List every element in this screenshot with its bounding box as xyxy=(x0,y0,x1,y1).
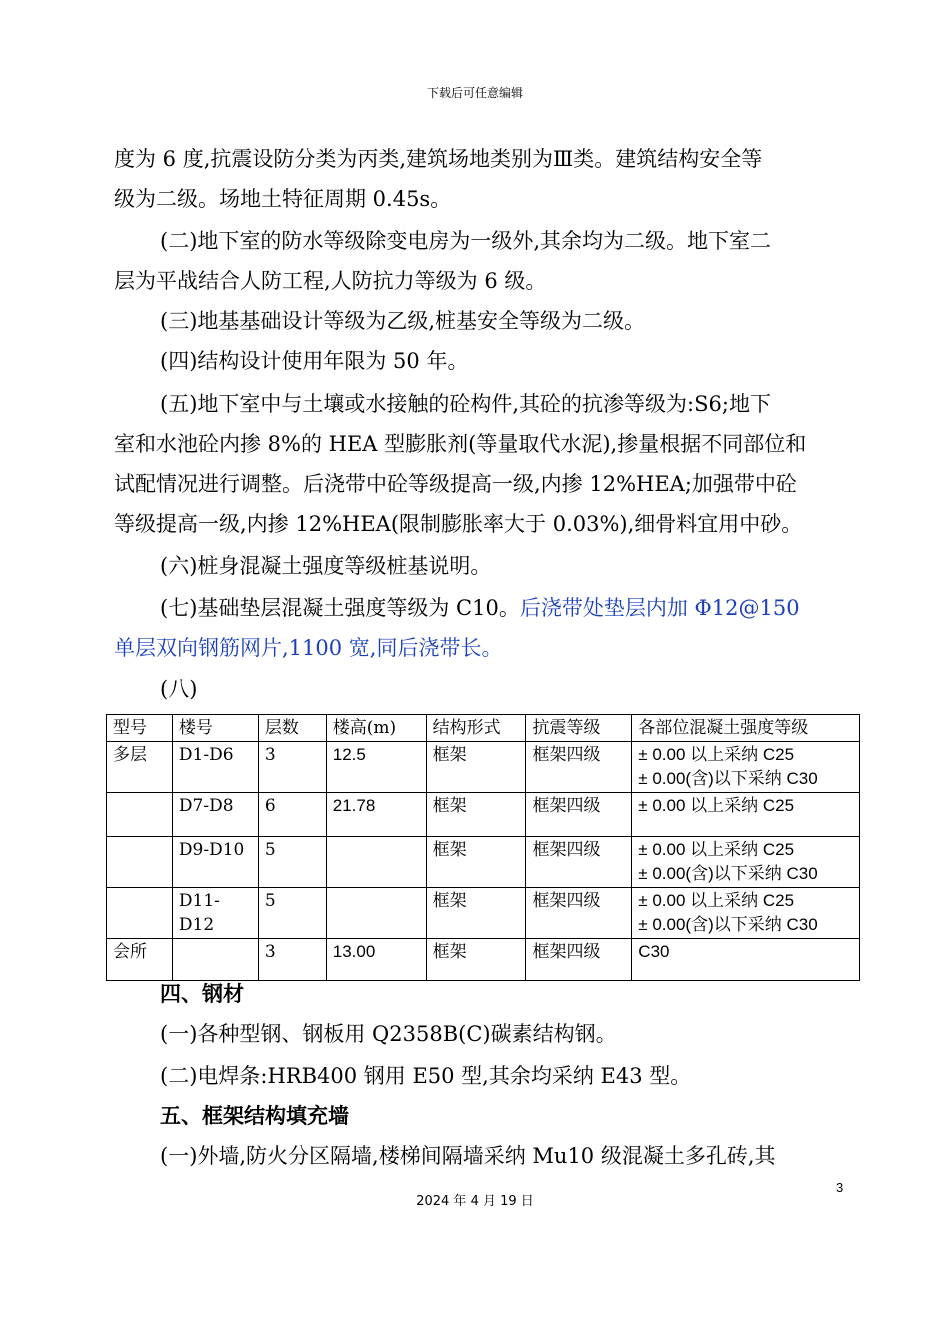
paragraph-line: (一)外墙,防火分区隔墙,楼梯间隔墙采纳 Mu10 级混凝土多孔砖,其 xyxy=(160,1144,776,1168)
table-row xyxy=(107,888,860,939)
paragraph-line: (二)地下室的防水等级除变电房为一级外,其余均为二级。地下室二 xyxy=(160,229,772,253)
cell-structure: 框架 xyxy=(426,837,526,888)
paragraph-line: 层为平战结合人防工程,人防抗力等级为 6 级。 xyxy=(114,269,547,293)
page-header: 下载后可任意编辑 xyxy=(426,86,523,100)
cell-floors: 3 xyxy=(258,939,326,981)
paragraph-line: (三)地基基础设计等级为乙级,桩基安全等级为二级。 xyxy=(160,309,646,333)
section-heading: 五、框架结构填充墙 xyxy=(160,1104,349,1128)
paragraph-line: (二)电焊条:HRB400 钢用 E50 型,其余均采纳 E43 型。 xyxy=(160,1064,692,1088)
grade-line: ± 0.00 以上采纳 C25 xyxy=(638,891,795,910)
cell-structure: 框架 xyxy=(426,742,526,793)
table-header-row xyxy=(107,715,860,742)
cell-building: D11-D12 xyxy=(172,888,258,939)
building-spec-table xyxy=(106,714,860,981)
cell-structure: 框架 xyxy=(426,888,526,939)
cell-seismic: 框架四级 xyxy=(526,742,632,793)
grade-line: ± 0.00(含)以下采纳 C30 xyxy=(638,864,818,883)
header-cell: 结构形式 xyxy=(426,715,526,742)
header-cell: 型号 xyxy=(107,715,173,742)
header-cell: 楼号 xyxy=(172,715,258,742)
cell-height xyxy=(326,837,426,888)
cell-structure: 框架 xyxy=(426,793,526,837)
table-row xyxy=(107,742,860,793)
cell-type: 会所 xyxy=(107,939,173,981)
grade-line: ± 0.00(含)以下采纳 C30 xyxy=(638,769,818,788)
cell-building: D9-D10 xyxy=(172,837,258,888)
paragraph-line: (八) xyxy=(160,677,198,701)
paragraph-line: (六)桩身混凝土强度等级桩基说明。 xyxy=(160,554,492,578)
header-cell: 层数 xyxy=(258,715,326,742)
cell-floors: 5 xyxy=(258,888,326,939)
paragraph-line: 度为 6 度,抗震设防分类为丙类,建筑场地类别为Ⅲ类。建筑结构安全等 xyxy=(114,147,763,171)
cell-seismic: 框架四级 xyxy=(526,837,632,888)
table-row xyxy=(107,837,860,888)
header-cell: 楼高(m) xyxy=(326,715,426,742)
cell-height: 12.5 xyxy=(326,742,426,793)
cell-grade xyxy=(632,793,860,837)
cell-type xyxy=(107,837,173,888)
grade-line: C30 xyxy=(638,942,670,961)
cell-seismic: 框架四级 xyxy=(526,793,632,837)
highlighted-text: 后浇带处垫层内加 Φ12@150 xyxy=(519,596,800,620)
paragraph-line: (四)结构设计使用年限为 50 年。 xyxy=(160,349,469,373)
paragraph-line xyxy=(160,589,900,627)
cell-grade xyxy=(632,742,860,793)
paragraph-line: 等级提高一级,内掺 12%HEA(限制膨胀率大于 0.03%),细骨料宜用中砂。 xyxy=(114,512,803,536)
cell-grade xyxy=(632,888,860,939)
table-row xyxy=(107,793,860,837)
cell-type xyxy=(107,793,173,837)
header-cell: 抗震等级 xyxy=(526,715,632,742)
grade-line: ± 0.00(含)以下采纳 C30 xyxy=(638,915,818,934)
paragraph-line: (一)各种型钢、钢板用 Q2358B(C)碳素结构钢。 xyxy=(160,1022,617,1046)
paragraph-line: 试配情况进行调整。后浇带中砼等级提高一级,内掺 12%HEA;加强带中砼 xyxy=(114,472,797,496)
grade-line: ± 0.00 以上采纳 C25 xyxy=(638,840,795,859)
cell-floors: 6 xyxy=(258,793,326,837)
cell-type: 多层 xyxy=(107,742,173,793)
paragraph-line: (五)地下室中与土壤或水接触的砼构件,其砼的抗渗等级为:S6;地下 xyxy=(160,392,771,416)
cell-building: D7-D8 xyxy=(172,793,258,837)
cell-floors: 5 xyxy=(258,837,326,888)
cell-height: 21.78 xyxy=(326,793,426,837)
paragraph-line: 室和水池砼内掺 8%的 HEA 型膨胀剂(等量取代水泥),掺量根据不同部位和 xyxy=(114,432,807,456)
cell-grade xyxy=(632,837,860,888)
grade-line: ± 0.00 以上采纳 C25 xyxy=(638,796,795,815)
cell-seismic: 框架四级 xyxy=(526,939,632,981)
grade-line: ± 0.00 以上采纳 C25 xyxy=(638,745,795,764)
page-footer-date: 2024 年 4 月 19 日 xyxy=(416,1194,534,1209)
cell-seismic: 框架四级 xyxy=(526,888,632,939)
cell-type xyxy=(107,888,173,939)
cell-structure: 框架 xyxy=(426,939,526,981)
cell-height: 13.00 xyxy=(326,939,426,981)
section-heading: 四、钢材 xyxy=(160,982,244,1006)
paragraph-text: (七)基础垫层混凝土强度等级为 C10。 xyxy=(160,596,520,620)
paragraph-line-highlighted: 单层双向钢筋网片,1100 宽,同后浇带长。 xyxy=(114,636,503,660)
cell-building: D1-D6 xyxy=(172,742,258,793)
header-cell: 各部位混凝土强度等级 xyxy=(632,715,860,742)
page-number: 3 xyxy=(836,1180,844,1195)
paragraph-line: 级为二级。场地土特征周期 0.45s。 xyxy=(114,187,452,211)
cell-height xyxy=(326,888,426,939)
cell-floors: 3 xyxy=(258,742,326,793)
